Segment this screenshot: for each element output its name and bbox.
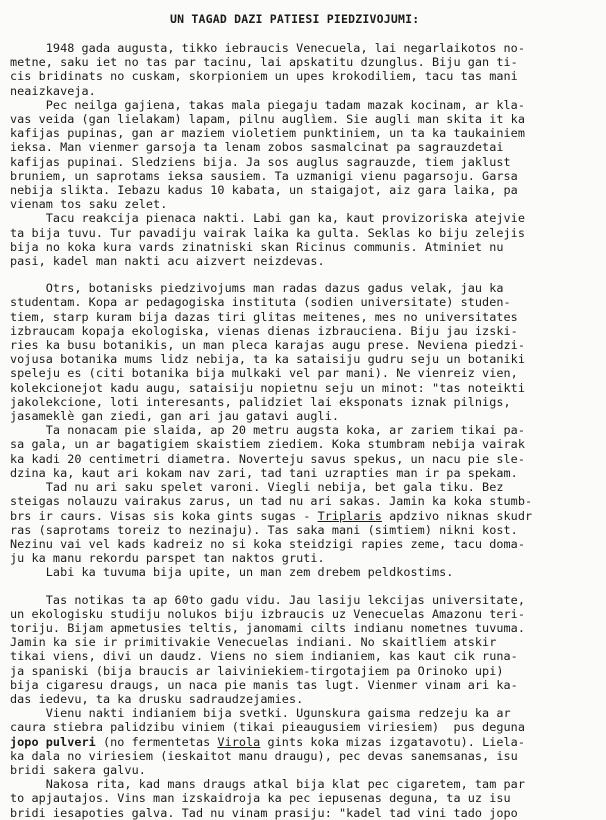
text-segment: tikai viens, divi un daudz. Viens no siem indianiem, kas kaut cik runa- xyxy=(10,649,518,664)
text-segment: kolekcionejot kadu augu, sataisiju nopietnu seju un minot: "tas noteikti xyxy=(10,380,525,395)
text-line xyxy=(10,593,602,607)
text-segment: Nakosa rita, kad mans draugs atkal bija klat pec cigaretem, tam par xyxy=(10,777,525,792)
text-line xyxy=(10,395,602,409)
text-line xyxy=(10,621,602,635)
paragraph xyxy=(10,706,602,777)
text-segment: to apjautajos. Vins man izskaidroja ka pec iepusenas deguna, ta uz isu xyxy=(10,791,511,806)
text-segment: Nezinu vai vel kads kadreiz no si koka steidzigi rapies zeme, tacu doma- xyxy=(10,536,525,551)
text-line xyxy=(10,494,602,508)
text-line xyxy=(10,720,602,734)
text-line xyxy=(10,324,602,338)
text-segment: Vienu nakti indianiem bija svetki. Ugunskura gaisma redzeju ka ar xyxy=(10,706,511,721)
text-segment: sa gala, un ar bagatigiem skaistiem ziediem. Koka stumbram nebija vairak xyxy=(10,437,525,452)
text-segment: bija no koka kura vards zinatniski skan Ricinus communis. Atminiet nu xyxy=(10,239,504,254)
text-line xyxy=(10,777,602,791)
text-line xyxy=(10,240,602,254)
text-segment: cis bridinats no cuskam, skorpioniem un upes krokodiliem, tacu tas mani xyxy=(10,69,518,84)
text-line xyxy=(10,310,602,324)
text-line xyxy=(10,338,602,352)
text-segment: ju ka manu rekordu parspet tan naktos gruti. xyxy=(10,551,325,566)
text-segment: tiem, starp kuram bija dazas tiri glitas meitenes, mes no universitates xyxy=(10,309,518,324)
text-line xyxy=(10,678,602,692)
text-line xyxy=(10,295,602,309)
text-line xyxy=(10,254,602,268)
text-segment: brs ir caurs. Visas sis koka gints sugas - xyxy=(10,508,318,523)
text-segment: bruniem, un saprotams ieksa sausiem. Ta uzmanigi vienu pagarsoju. Garsa xyxy=(10,168,518,183)
paragraph xyxy=(10,593,602,707)
text-segment: 1948 gada augusta, tikko iebraucis Venecuela, lai negarlaikotos no- xyxy=(10,41,525,55)
underlined-term: Virola xyxy=(217,734,261,749)
text-line xyxy=(10,551,602,565)
text-segment: neaizkaveja. xyxy=(10,83,96,98)
text-segment: das iedevu, ta ka drusku sadraudzejamies. xyxy=(10,691,304,706)
text-segment: apdzivo niknas skudr xyxy=(381,508,533,523)
text-line xyxy=(10,366,602,380)
text-line xyxy=(10,664,602,678)
bold-term: jopo pulveri xyxy=(10,734,96,749)
text-segment: ka dala no viriesiem (ieskaitot manu draugu), pec devas sanemsanas, isu xyxy=(10,748,518,763)
text-segment: vas veida (gan lielakam) lapam, pilnu auglìem. Sie augli man skita it ka xyxy=(10,112,525,127)
text-segment: Jamin ka sie ir primitivakie Venecuelas indiani. No skaitliem atskir xyxy=(10,635,497,650)
text-line xyxy=(10,423,602,437)
text-segment: Pec neilga gajiena, takas mala piegaju tadam mazak kocinam, ar kla- xyxy=(10,97,525,112)
text-line xyxy=(10,735,602,749)
text-line xyxy=(10,452,602,466)
text-segment: ta bija tuvu. Tur pavadiju vairak laika ka gulta. Seklas ko biju zelejis xyxy=(10,225,525,240)
text-line xyxy=(10,635,602,649)
text-segment: vienam tos saku zelet. xyxy=(10,197,168,212)
text-line xyxy=(10,437,602,451)
text-segment: bridi iesapoties galva. Tad nu vinam prasiju: "kadel tad vini tado jopo xyxy=(10,805,518,820)
text-line xyxy=(10,381,602,395)
text-line xyxy=(10,155,602,169)
text-line xyxy=(10,480,602,494)
text-line xyxy=(10,692,602,706)
text-segment: pasi, kadel man nakti acu aizvert neizdevas. xyxy=(10,254,325,269)
text-segment: nebija slikta. Iebazu kadus 10 kabata, un staigajot, aiz gara laika, pa xyxy=(10,183,518,198)
text-segment: studentam. Kopa ar pedagogiska instituta (sodien universitate) studen- xyxy=(10,295,511,310)
text-segment: jasameklè gan ziedi, gan ari jau gatavi augli. xyxy=(10,409,340,424)
text-line xyxy=(10,98,602,112)
text-line xyxy=(10,763,602,777)
text-segment: ras (saprotams toreiz to nezinaju). Tas saka mani (simtiem) nikni kost. xyxy=(10,522,518,537)
text-line xyxy=(10,183,602,197)
text-segment: izbraucam kopaja ekologiska, vienas dienas izbrauciena. Biju jau izski- xyxy=(10,323,518,338)
paragraph xyxy=(10,98,602,212)
text-segment: Otrs, botanisks piedzivojums man radas dazus gadus velak, jau ka xyxy=(10,281,504,296)
text-segment: bridi sakera galvu. xyxy=(10,762,146,777)
paragraph xyxy=(10,565,602,579)
text-line xyxy=(10,211,602,225)
text-segment: toriju. Bijam apmetusies teltis, janomami cilts indianu nometnes tuvuma. xyxy=(10,620,525,635)
text-segment: jakolekcione, loti interesants, palidziet lai eksponats iznak pilnigs, xyxy=(10,394,511,409)
text-segment: bija cigaresu draugs, un naca pie manis tas lugt. Vienmer vinam ari ka- xyxy=(10,677,518,692)
paragraph xyxy=(10,211,602,268)
text-line xyxy=(10,226,602,240)
text-line xyxy=(10,607,602,621)
text-segment: gints koka mizas izgatavotu). Liela- xyxy=(260,734,525,749)
text-segment: (no fermentetas xyxy=(95,734,218,749)
text-segment: Tad nu ari saku spelet varoni. Viegli nebija, bet gala tiku. Bez xyxy=(10,480,504,495)
text-line xyxy=(10,537,602,551)
text-line xyxy=(10,791,602,805)
underlined-term: Triplaris xyxy=(317,508,382,523)
text-line xyxy=(10,197,602,211)
text-line xyxy=(10,352,602,366)
page-title: UN TAGAD DAZI PATIESI PIEDZIVOJUMI: xyxy=(170,12,420,26)
text-segment: steigas nolauzu vairakus zarus, un tad nu ari sakas. Jamin ka koka stumb- xyxy=(10,494,533,509)
document-body xyxy=(10,41,602,820)
text-segment: un ekologisku studiju nolukos biju izbraucis uz Venecuelas Amazonu teri- xyxy=(10,606,525,621)
text-line xyxy=(10,169,602,183)
text-segment: ries ka busu botanikis, un man pleca karajas augu prese. Neviena piedzi- xyxy=(10,338,525,353)
text-segment: Ta nonacam pie slaida, ap 20 metru augsta koka, ar zariem tikai pa- xyxy=(10,423,525,438)
paragraph xyxy=(10,423,602,480)
text-line xyxy=(10,126,602,140)
text-segment: speleju es (citi botanika bija mulkaki vel par mani). Ne vienreiz vien, xyxy=(10,366,518,381)
text-segment: ja spaniski (bija braucis ar laiviniekiem-tirgotajiem pa Orinoko upi) xyxy=(10,663,504,678)
text-line xyxy=(10,706,602,720)
text-segment: caura stiebra palidzibu viniem (tikai pieaugusiem viriesiem) pus deguna xyxy=(10,720,525,735)
text-segment: metne, saku iet no tas par tacinu, lai apskatitu dzunglus. Biju gan ti- xyxy=(10,55,518,70)
text-line xyxy=(10,749,602,763)
text-line xyxy=(10,523,602,537)
text-segment: vojusa botanika mums lidz nebija, ta ka sataisiju gudru seju un botaniki xyxy=(10,352,525,367)
text-line xyxy=(10,806,602,820)
text-segment: Labi ka tuvuma bija upite, un man zem drebem peldkostims. xyxy=(10,565,454,580)
text-line xyxy=(10,41,602,55)
paragraph xyxy=(10,281,602,423)
text-line xyxy=(10,112,602,126)
text-segment: Tacu reakcija pienaca nakti. Labi gan ka, kaut provizoriska atejvie xyxy=(10,211,525,226)
text-line xyxy=(10,649,602,663)
text-line xyxy=(10,466,602,480)
text-segment: dzina ka, kaut ari kokam nav zari, tad tani uzrapties man ir pa spekam. xyxy=(10,465,518,480)
text-segment: kafijas pupinai. Sledziens bija. Ja sos auglus sagrauzde, tiem jaklust xyxy=(10,154,511,169)
text-line xyxy=(10,55,602,69)
text-line xyxy=(10,509,602,523)
text-line xyxy=(10,84,602,98)
text-segment: kafijas pupinas, gan ar maziem violetiem punktiniem, un ta ka taukainiem xyxy=(10,126,525,141)
paragraph xyxy=(10,480,602,565)
paragraph xyxy=(10,777,602,820)
text-segment: Tas notikas ta ap 60to gadu vidu. Jau lasiju lekcijas universitate, xyxy=(10,592,525,607)
paragraph xyxy=(10,41,602,98)
text-line xyxy=(10,565,602,579)
text-line xyxy=(10,281,602,295)
text-segment: ka kadi 20 centimetri diametra. Noverteju savus spekus, un nacu pie sle- xyxy=(10,451,525,466)
text-line xyxy=(10,69,602,83)
text-segment: ieksa. Man vienmer garsoja ta lenam zobos sasmalcinat pa sagrauzdetai xyxy=(10,140,504,155)
text-line xyxy=(10,140,602,154)
text-line xyxy=(10,409,602,423)
